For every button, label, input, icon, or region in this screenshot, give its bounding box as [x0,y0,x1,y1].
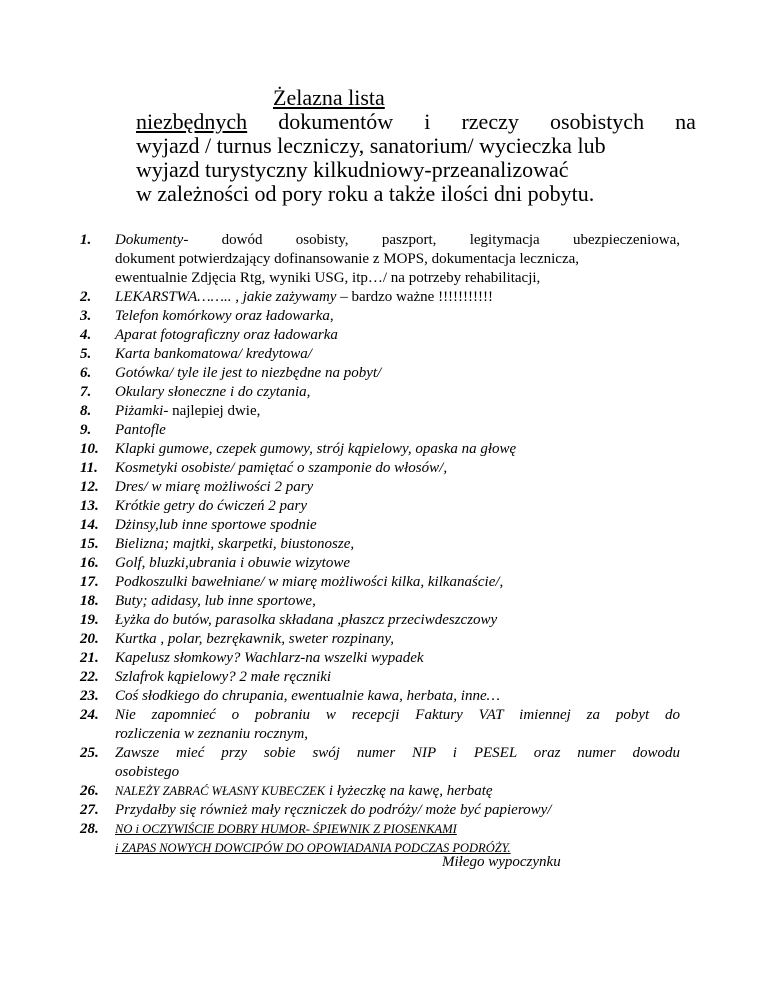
list-item [80,516,680,535]
item-text: Klapki gumowe, czepek gumowy, strój kąpielowy, opaska na głowę [115,441,517,457]
item-text-line: dokument potwierdzający dofinansowanie z MOPS, dokumentacja lecznicza, [115,251,580,267]
item-number: 15. [80,536,99,552]
title-word: osobistych [549,109,645,134]
document-title [136,86,696,206]
title-word: niezbędnych [136,109,248,134]
item-text: Łyżka do butów, parasolka składana ,płaszcz przeciwdeszczowy [115,612,498,628]
title-word: na [675,109,696,134]
item-text-suffix: , [329,308,334,324]
item-number: 10. [80,441,99,457]
list-item [80,345,680,364]
item-text-line: osobistego [115,764,180,780]
item-number: 13. [80,498,99,514]
item-number: 22. [80,669,99,685]
item-text: Karta bankomatowa/ kredytowa/ [115,346,312,362]
item-text-caps-continued: i ZAPAS NOWYCH DOWCIPÓW DO OPOWIADANIA PODCZAS PODRÓŻY. [115,841,511,855]
list-item [80,231,680,288]
list-item [80,478,680,497]
item-text: Golf, bluzki,ubrania i obuwie wizytowe [115,555,350,571]
list-item [80,326,680,345]
item-text: Kapelusz słomkowy? Wachlarz-na wszelki wypadek [115,650,424,666]
item-text-caps: NO i OCZYWIŚCIE DOBRY HUMOR- ŚPIEWNIK Z PIOSENKAMI [115,822,457,836]
item-number: 14. [80,517,99,533]
list-item [80,744,680,782]
item-number: 6. [80,365,92,381]
list-item [80,687,680,706]
item-text: – bardzo ważne !!!!!!!!!!! [336,289,494,305]
item-number: 25. [80,745,99,761]
item-text: Coś słodkiego do chrupania, ewentualnie kawa, herbata, inne… [115,688,500,704]
item-text: i łyżeczkę na kawę, herbatę [325,783,493,799]
item-number: 18. [80,593,99,609]
list-item [80,801,680,820]
item-number: 4. [80,327,92,343]
list-item [80,288,680,307]
item-number: 5. [80,346,92,362]
item-text: - najlepiej dwie, [163,403,261,419]
item-number: 23. [80,688,99,704]
item-number: 2. [80,289,92,305]
item-number: 27. [80,802,99,818]
list-item [80,440,680,459]
item-number: 24. [80,707,99,723]
title-line-4: wyjazd turystyczny kilkudniowy-przeanalizować [136,157,569,182]
item-text-italic: LEKARSTWA…….. , jakie zażywamy [115,289,337,305]
item-text-caps: NALEŻY ZABRAĆ WŁASNY KUBECZEK [115,784,326,798]
title-word: rzeczy [461,109,519,134]
item-text-line: Nie zapomnieć o pobraniu w recepcji Faktury VAT imiennej za pobyt do [115,707,680,723]
item-text: Pantofle [115,422,166,438]
checklist [80,231,680,858]
item-number: 12. [80,479,99,495]
item-number: 9. [80,422,92,438]
list-item [80,630,680,649]
list-item [80,383,680,402]
item-text: Kurtka , polar, bezrękawnik, sweter rozpinany, [115,631,395,647]
item-text: Szlafrok kąpielowy? 2 małe ręczniki [115,669,332,685]
item-text: - dowód osobisty, paszport, legitymacja ubezpieczeniowa, [183,232,680,248]
list-item [80,611,680,630]
item-text: Gotówka/ tyle ile jest to niezbędne na pobyt/ [115,365,382,381]
item-text-italic: Piżamki [115,403,164,419]
list-item [80,554,680,573]
item-number: 19. [80,612,99,628]
list-item [80,573,680,592]
title-word: i [424,109,431,134]
item-number: 26. [80,783,99,799]
title-line-3: wyjazd / turnus leczniczy, sanatorium/ wycieczka lub [136,133,606,158]
item-text-line [115,231,680,250]
list-item [80,706,680,744]
item-text: Dżinsy,lub inne sportowe spodnie [115,517,317,533]
item-text-line: rozliczenia w zeznaniu rocznym, [115,726,309,742]
list-item [80,592,680,611]
list-item [80,535,680,554]
list-item [80,459,680,478]
item-text-line: Zawsze mieć przy sobie swój numer NIP i PESEL oraz numer dowodu [115,745,680,761]
item-text: Dres/ w miarę możliwości 2 pary [115,479,314,495]
list-item [80,497,680,516]
list-item [80,402,680,421]
title-line-1: Żelazna lista [273,85,385,110]
item-number: 3. [80,308,92,324]
title-word: dokumentów [278,109,394,134]
item-number: 16. [80,555,99,571]
item-text-italic: Dokumenty [115,232,184,248]
item-number: 11. [80,460,98,476]
list-item [80,364,680,383]
list-item [80,782,680,801]
closing-signature: Miłego wypoczynku [442,854,561,870]
title-line-2 [136,110,696,134]
item-text: Aparat fotograficzny oraz ładowarka [115,327,338,343]
item-number: 1. [80,232,92,248]
item-text: Bielizna; majtki, skarpetki, biustonosze, [115,536,355,552]
list-item [80,307,680,326]
title-line-5: w zależności od pory roku a także ilości dni pobytu. [136,181,595,206]
item-number: 7. [80,384,92,400]
item-text: Okulary słoneczne i do czytania, [115,384,311,400]
item-text: Buty; adidasy, lub inne sportowe, [115,593,316,609]
item-text-line: ewentualnie Zdjęcia Rtg, wyniki USG, itp…/ na potrzeby rehabilitacji, [115,270,541,286]
list-item [80,421,680,440]
item-text: Przydałby się również mały ręczniczek do podróży/ może być papierowy/ [115,802,552,818]
item-text: Krótkie getry do ćwiczeń 2 pary [115,498,308,514]
item-number: 20. [80,631,99,647]
item-number: 28. [80,821,99,837]
item-number: 21. [80,650,99,666]
item-number: 8. [80,403,92,419]
item-text: Kosmetyki osobiste/ pamiętać o szamponie do włosów/, [115,460,448,476]
list-item [80,649,680,668]
list-item [80,668,680,687]
item-text: Podkoszulki bawełniane/ w miarę możliwości kilka, kilkanaście/, [115,574,504,590]
item-number: 17. [80,574,99,590]
item-text: Telefon komórkowy oraz ładowarka [115,308,330,324]
list-item [80,820,680,839]
